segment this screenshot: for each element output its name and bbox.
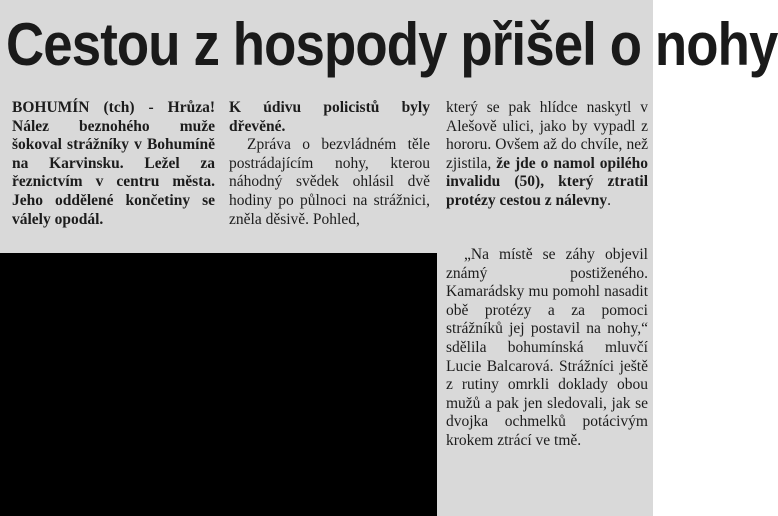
body-paragraph-1: Zpráva o bezvládném těle postrádajícím nohy, kterou náhodný svědek ohlásil dvě hodiny po půlnoci na strážnici, zněla děsivě. Pohled, (229, 136, 430, 228)
headline: Cestou z hospody přišel o nohy (6, 11, 778, 78)
redaction-block (0, 253, 437, 516)
column-1 (12, 99, 215, 229)
sentence-end: . (607, 191, 612, 209)
body-paragraph-1-continued (446, 99, 648, 211)
lead-paragraph: BOHUMÍN (tch) - Hrůza! Nález beznohého muže šokoval strážníky v Bohumíně na Karvinsku. Ležel za řeznictvím v centru města. Jeho oddělené končetiny se válely opodál. (12, 99, 215, 228)
lead-paragraph-end: K údivu policistů byly dřevěné. (229, 99, 430, 135)
body-text: který se pak hlídce naskytl v Alešově ulici, jako by vypadl z hororu. Ovšem až do chvíle, než zjistila, (446, 99, 648, 172)
column-3 (446, 99, 648, 211)
bold-highlight: že jde o namol opilého invalidu (50), který ztratil protézy cestou z nálevny (446, 154, 648, 209)
column-2 (229, 99, 430, 229)
column-3-lower (446, 246, 648, 451)
quote-paragraph: „Na místě se záhy objevil známý postiženého. Kamarádsky mu pomohl nasadit obě protézy a za pomoci strážníků jej postavil na nohy,“ sdělila bohumínská mluvčí Lucie Balcarová. Strážníci ještě z rutiny omrkli doklady obou mužů a pak jen sledovali, jak se dvojka ochmelků potácivým krokem ztrácí ve tmě. (446, 246, 648, 449)
